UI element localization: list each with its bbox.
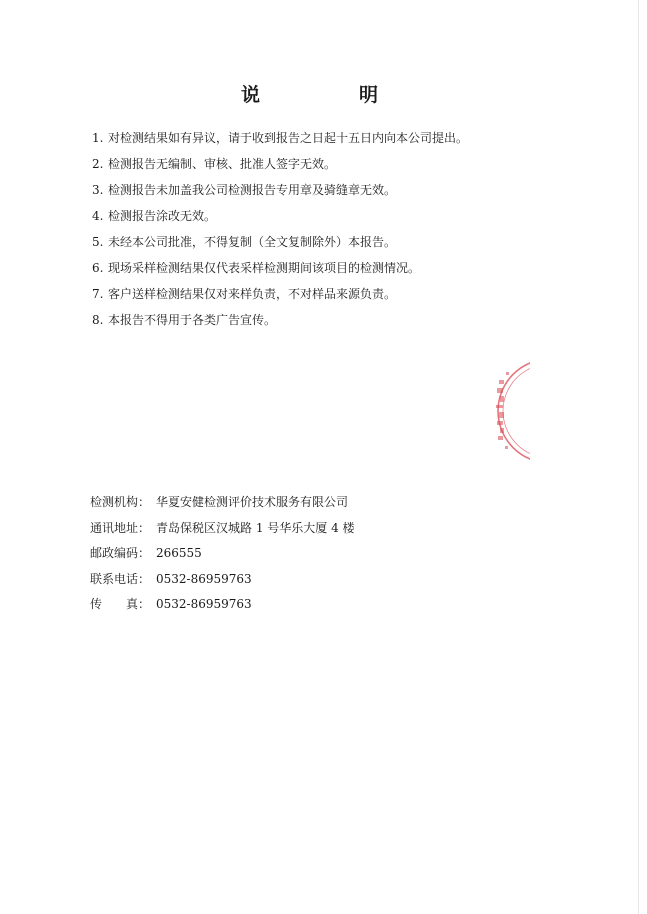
item-number: 2.	[92, 157, 104, 171]
item-text: 客户送样检测结果仅对来样负责，不对样品来源负责。	[108, 287, 397, 301]
postcode-row	[90, 543, 355, 569]
list-item	[92, 154, 468, 180]
phone-value: 0532-86959763	[156, 571, 252, 586]
item-number: 4.	[92, 209, 104, 223]
list-item	[92, 128, 468, 154]
item-text: 现场采样检测结果仅代表采样检测期间该项目的检测情况。	[108, 261, 421, 275]
list-item	[92, 284, 468, 310]
page-title: 说 明	[240, 84, 418, 106]
item-text: 本报告不得用于各类广告宣传。	[108, 313, 277, 327]
address-label: 通讯地址：	[90, 520, 151, 535]
item-text: 检测报告涂改无效。	[108, 209, 217, 223]
org-value: 华夏安健检测评价技术服务有限公司	[156, 495, 349, 509]
fax-row	[90, 594, 355, 620]
postcode-value: 266555	[156, 546, 202, 560]
company-seal-icon	[470, 358, 530, 464]
address-row	[90, 518, 355, 544]
phone-label: 联系电话：	[90, 571, 151, 586]
org-label: 检测机构：	[90, 495, 151, 509]
list-item	[92, 232, 468, 258]
item-number: 3.	[92, 183, 104, 197]
org-row	[90, 492, 355, 518]
seal-graphic	[470, 358, 530, 464]
item-text: 对检测结果如有异议，请于收到报告之日起十五日内向本公司提出。	[108, 131, 469, 145]
list-item	[92, 310, 468, 336]
item-text: 检测报告未加盖我公司检测报告专用章及骑缝章无效。	[108, 183, 397, 197]
item-text: 未经本公司批准，不得复制（全文复制除外）本报告。	[108, 235, 397, 249]
fax-value: 0532-86959763	[156, 597, 252, 611]
item-number: 8.	[92, 313, 104, 327]
list-item	[92, 180, 468, 206]
notes-list	[92, 128, 468, 336]
item-number: 7.	[92, 287, 104, 301]
page-edge-divider	[638, 0, 639, 914]
fax-label: 传 真：	[90, 597, 151, 611]
item-number: 1.	[92, 131, 104, 145]
contact-info	[90, 492, 355, 620]
phone-row	[90, 569, 355, 595]
list-item	[92, 206, 468, 232]
postcode-label: 邮政编码：	[90, 546, 151, 560]
address-value: 青岛保税区汉城路 1 号华乐大厦 4 楼	[156, 520, 355, 535]
item-text: 检测报告无编制、审核、批准人签字无效。	[108, 157, 337, 171]
item-number: 6.	[92, 261, 104, 275]
list-item	[92, 258, 468, 284]
item-number: 5.	[92, 235, 104, 249]
